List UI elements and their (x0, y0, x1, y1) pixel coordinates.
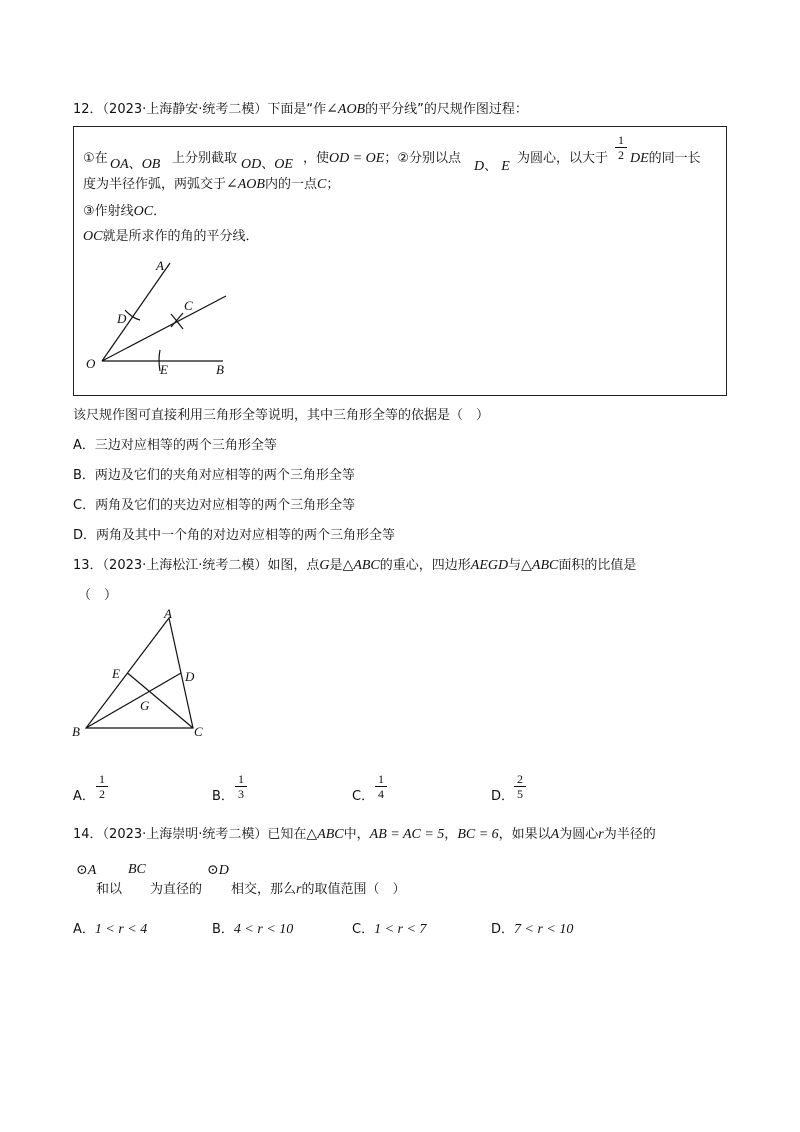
q13-option-d-fraction (513, 772, 527, 801)
q13-stem-text: 如图，点 (267, 558, 320, 573)
box-line-3 (83, 200, 166, 220)
q14-source: （2023·上海崇明·统考二模） (102, 827, 268, 842)
box-text: 内的一点 (264, 177, 317, 192)
box-text: 上分别截取 (172, 151, 238, 166)
frac-den: 5 (517, 787, 523, 801)
label-E: E (112, 666, 120, 681)
label-C: C (194, 724, 203, 739)
math-G: G (319, 558, 330, 573)
box-line-1d (517, 147, 608, 166)
q13-option-c[interactable] (352, 785, 374, 804)
q12-stem-text: 下面是“作 (267, 102, 327, 117)
math-AB-eq-AC: AB = AC = 5 (369, 827, 445, 842)
centroid-figure (66, 606, 216, 746)
label-A: A (156, 258, 164, 273)
box-line-1e (630, 147, 701, 167)
q13-number: 13． (73, 558, 103, 573)
option-expr: 4 < r < 10 (233, 922, 294, 937)
label-D: D (185, 669, 195, 684)
math-OD-eq-OE: OD = OE (329, 151, 385, 166)
label-B: B (72, 724, 80, 739)
label-G: G (140, 698, 150, 713)
q14-stem-text: ， (444, 827, 458, 842)
q14-number: 14． (73, 827, 103, 842)
label-D: D (117, 311, 127, 326)
box-text: 的同一长 (648, 151, 701, 166)
label-B: B (216, 362, 224, 377)
frac-num: 1 (378, 772, 384, 786)
ray-OA (102, 263, 170, 361)
q14-stem-text: 为半径的 (603, 827, 656, 842)
math-BC: BC (128, 862, 146, 877)
math-D: D (474, 159, 485, 174)
q14-stem-text: 中， (343, 827, 370, 842)
option-expr: 1 < r < 7 (374, 922, 427, 937)
math-OC: OC (83, 229, 103, 244)
box-line-4 (83, 225, 258, 245)
box-text: 就是所求作的角的平分线． (102, 229, 259, 244)
frac-num: 2 (517, 772, 523, 786)
label-O: O (86, 356, 96, 371)
option-label: A． (73, 922, 95, 937)
option-label: B． (212, 922, 234, 937)
q12-question: 该尺规作图可直接利用三角形全等说明，其中三角形全等的依据是（ ） (73, 408, 490, 423)
math-BC-eq: BC = 6 (457, 827, 499, 842)
q12-number: 12． (73, 102, 103, 117)
q13-stem-text: 与 (508, 558, 522, 573)
box-text: ． (153, 204, 167, 219)
frac-num: 1 (238, 772, 244, 786)
math-r: r (296, 882, 302, 897)
q12-option-d[interactable]: D．两角及其中一个角的对边对应相等的两个三角形全等 (73, 528, 396, 543)
math-triangle-ABC: △ABC (306, 827, 344, 842)
option-expr: 7 < r < 10 (514, 922, 574, 937)
frac-num: 1 (99, 772, 105, 786)
q13-option-a[interactable] (73, 785, 95, 804)
option-expr: 1 < r < 4 (94, 922, 148, 937)
box-line-1-math3 (474, 155, 510, 175)
q14-stem-text: 的取值范围（ ） (301, 882, 406, 897)
option-label: C． (352, 922, 375, 937)
option-label: D． (491, 922, 515, 937)
q14-stem-line-1 (73, 823, 656, 843)
q14-option-d[interactable] (491, 918, 573, 938)
q13-option-c-fraction (374, 772, 388, 801)
math-OD: OD (241, 157, 262, 172)
math-r: r (598, 827, 604, 842)
math-OB: OB (141, 157, 161, 172)
q12-option-c[interactable]: C．两角及它们的夹边对应相等的两个三角形全等 (73, 498, 356, 513)
q14-stem-text: 相交，那么 (231, 882, 297, 897)
q12-option-b[interactable]: B．两边及它们的夹角对应相等的两个三角形全等 (73, 468, 355, 483)
q12-source: （2023·上海静安·统考二模） (102, 102, 268, 117)
arc-C-1 (171, 314, 183, 329)
box-line-1b (172, 147, 237, 166)
q14-option-a[interactable] (73, 918, 147, 938)
q13-option-b[interactable] (212, 785, 234, 804)
q14-stem-text: 为圆心 (559, 827, 599, 842)
label-C: C (184, 298, 193, 313)
box-text: 为圆心，以大于 (517, 151, 609, 166)
q12-angle: ∠AOB (326, 102, 366, 117)
arc-D (125, 310, 140, 320)
math-DE: DE (630, 151, 649, 166)
label-E: E (160, 362, 168, 377)
math-triangle-ABC: △ABC (342, 558, 380, 573)
box-text: ；②分别以点 (384, 151, 462, 166)
box-line-1-math2 (241, 153, 293, 173)
box-text: 、 (261, 157, 275, 172)
frac-den: 2 (618, 148, 624, 162)
q14-line2-text-b: 为直径的 (150, 882, 203, 897)
angle-bisector-figure (80, 250, 250, 380)
frac-den: 2 (99, 787, 105, 801)
frac-num: 1 (618, 133, 624, 147)
option-label: B． (212, 789, 234, 804)
median-BD (86, 673, 181, 728)
box-text: ①在 (83, 151, 108, 166)
q13-stem (73, 554, 636, 574)
box-line-2 (83, 173, 339, 193)
q13-option-d[interactable] (491, 785, 514, 804)
fraction-one-half (614, 133, 628, 162)
label-A: A (164, 606, 172, 621)
math-circle-D: ⊙D (207, 863, 229, 878)
q12-stem-text: 的平分线”的尺规作图过程： (365, 102, 528, 117)
frac-den: 3 (238, 787, 244, 801)
q14-option-b[interactable] (212, 918, 293, 938)
frac-den: 4 (378, 787, 384, 801)
q12-stem (73, 98, 528, 118)
option-label: D． (491, 789, 515, 804)
box-line-1-math (110, 153, 160, 173)
math-E: E (501, 159, 510, 174)
box-line-1c (303, 147, 461, 167)
option-label: A． (73, 789, 95, 804)
q14-stem-text: ，如果以 (498, 827, 551, 842)
q13-paren: （ ） (78, 588, 118, 603)
q14-line2-text-a: 和以 (96, 882, 123, 897)
q14-line2-text-c (231, 878, 405, 898)
q14-stem-text: 已知在 (267, 827, 307, 842)
box-text: 、 (484, 159, 498, 174)
q13-stem-text: 面积的比值是 (558, 558, 637, 573)
box-line-1 (83, 147, 108, 166)
math-A: A (550, 827, 560, 842)
box-text: ； (326, 177, 340, 192)
q13-option-a-fraction (95, 772, 109, 801)
box-text: ③作射线 (83, 204, 134, 219)
math-OC: OC (133, 204, 154, 219)
math-OE: OE (274, 157, 293, 172)
math-AEGD: AEGD (470, 558, 509, 573)
math-OA: OA (110, 157, 129, 172)
math-circle-A: ⊙A (76, 863, 97, 878)
q13-option-b-fraction (234, 772, 248, 801)
box-text: 度为半径作弧，两弧交于 (83, 177, 227, 192)
q14-option-c[interactable] (352, 918, 426, 938)
box-text: 、 (128, 157, 142, 172)
box-text: ，使 (303, 151, 330, 166)
math-C: C (316, 177, 327, 192)
q13-stem-text: 是 (329, 558, 343, 573)
math-angle-AOB: ∠AOB (226, 177, 265, 192)
q13-source: （2023·上海松江·统考二模） (102, 558, 268, 573)
option-label: C． (352, 789, 375, 804)
q12-option-a[interactable]: A．三边对应相等的两个三角形全等 (73, 438, 277, 453)
math-triangle-ABC: △ABC (521, 558, 559, 573)
ray-OC (102, 296, 226, 361)
q13-stem-text: 的重心，四边形 (379, 558, 471, 573)
